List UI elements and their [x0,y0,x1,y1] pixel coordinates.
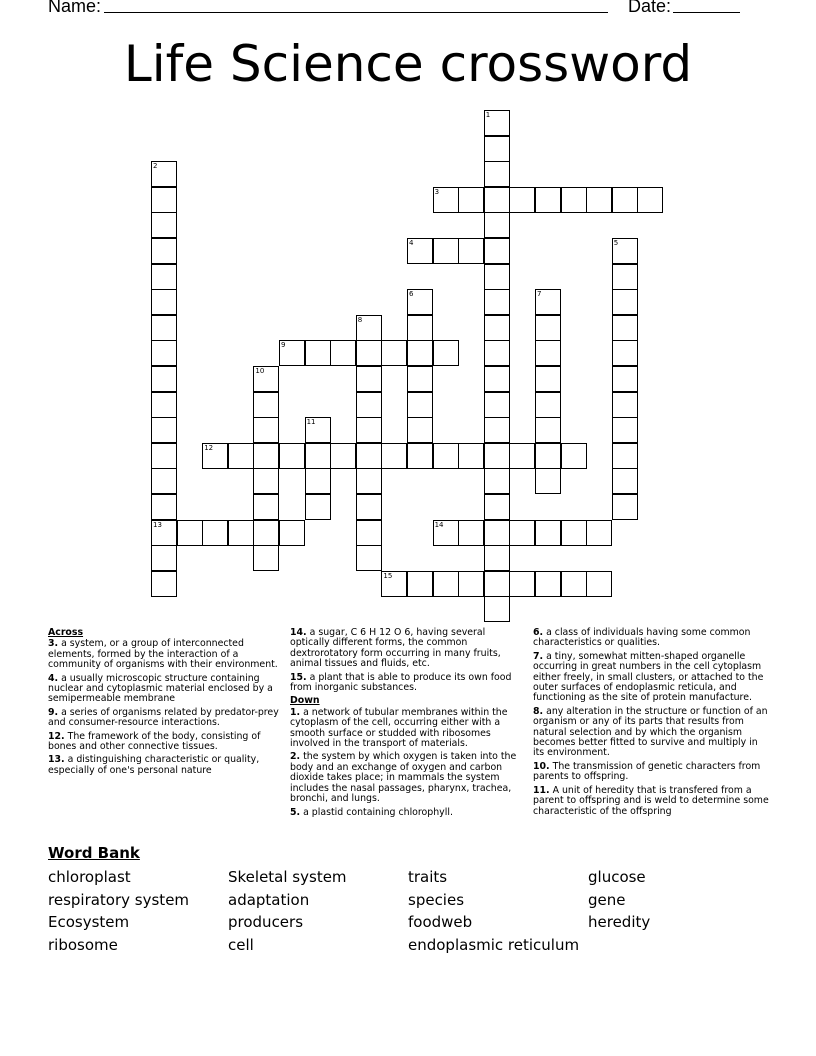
grid-cell[interactable] [612,494,638,520]
grid-cell[interactable] [330,340,356,366]
grid-cell[interactable] [151,494,177,520]
across-heading: Across [48,627,84,638]
clue-down-1 [290,708,526,750]
word-bank-word: gene [588,891,626,909]
name-field-line[interactable] [104,12,608,13]
grid-cell[interactable] [509,443,535,469]
clue-number: 8. [533,705,544,717]
clue-down-5 [290,808,526,818]
grid-cell[interactable] [535,520,561,546]
grid-cell[interactable] [586,187,612,213]
grid-cell[interactable] [279,443,305,469]
grid-cell[interactable] [612,366,638,392]
grid-cell[interactable] [612,187,638,213]
grid-cell[interactable] [356,443,382,469]
grid-cell[interactable] [356,520,382,546]
clue-text: any alteration in the structure or function of an organism or any of its parts that results from natural selection and by which the organism becomes better fitted to survive and multiply in its environment. [533,705,768,759]
grid-cell[interactable] [433,520,459,546]
grid-cell[interactable] [151,417,177,443]
grid-cell[interactable] [407,238,433,264]
grid-cell[interactable] [586,571,612,597]
grid-cell[interactable] [305,443,331,469]
grid-cell[interactable] [484,136,510,162]
clue-down-10 [533,762,769,783]
grid-cell[interactable] [484,494,510,520]
clue-number: 4. [48,672,59,684]
grid-cell[interactable] [151,289,177,315]
grid-cell[interactable] [279,520,305,546]
clue-number: 14. [290,627,307,638]
clue-column-2 [290,628,526,821]
grid-cell[interactable] [253,392,279,418]
clue-down-8 [533,707,769,759]
grid-cell[interactable] [535,417,561,443]
grid-cell[interactable] [612,340,638,366]
grid-cell[interactable] [151,468,177,494]
word-bank-word: endoplasmic reticulum [408,936,580,954]
grid-cell[interactable] [458,443,484,469]
grid-cell[interactable] [612,315,638,341]
grid-cell[interactable] [253,545,279,571]
clue-number: 11. [533,784,550,796]
grid-cell[interactable] [484,161,510,187]
grid-cell[interactable] [356,392,382,418]
clue-number: 12. [48,730,65,742]
clue-across-4 [48,674,284,705]
grid-cell[interactable] [433,571,459,597]
word-bank-word: species [408,891,465,909]
clue-text: a plastid containing chlorophyll. [300,806,453,818]
clue-start-number: 1 [485,111,491,119]
clue-text: The framework of the body, consisting of bones and other connective tissues. [48,730,261,753]
clue-start-number: 15 [383,571,393,580]
clue-start-number: 8 [357,315,363,324]
grid-cell[interactable] [253,366,279,392]
grid-cell[interactable] [612,417,638,443]
grid-cell[interactable] [458,520,484,546]
grid-cell[interactable] [305,468,331,494]
grid-cell[interactable] [484,340,510,366]
grid-cell[interactable] [433,340,459,366]
grid-cell[interactable] [458,187,484,213]
grid-cell[interactable] [612,289,638,315]
clue-number: 2. [290,751,301,763]
grid-cell[interactable] [151,443,177,469]
grid-cell[interactable] [407,443,433,469]
clue-text: a series of organisms related by predator-prey and consumer-resource interactions. [48,706,279,729]
page-title: Life Science crossword [123,35,693,93]
clue-text: the system by which oxygen is taken into the body and an exchange of oxygen and carbon dioxide takes place; in mammals the system includes the nasal passages, pharynx, trachea, bronchi, and lungs. [290,751,517,805]
grid-cell[interactable] [535,468,561,494]
grid-cell[interactable] [177,520,203,546]
clue-number: 15. [290,671,307,683]
clue-text: a tiny, somewhat mitten-shaped organelle occurring in great numbers in the cell cytoplasm either freely, in small clusters, or attached to the outer surfaces of endoplasmic reticula, and functioning as the site of protein manufacture. [533,650,764,704]
grid-cell[interactable] [356,494,382,520]
grid-cell[interactable] [433,187,459,213]
grid-cell[interactable] [253,417,279,443]
clue-text: a distinguishing characteristic or quality, especially of one's personal nature [48,754,260,776]
grid-cell[interactable] [484,315,510,341]
grid-cell[interactable] [612,443,638,469]
clue-text: a sugar, C 6 H 12 O 6, having several optically different forms, the common dextrorotatory form occurring in many fruits, animal tissues and fluids, etc. [290,627,501,670]
grid-cell[interactable] [253,494,279,520]
word-bank-title: Word Bank [48,844,140,862]
word-bank-word: traits [408,868,448,886]
grid-cell[interactable] [253,443,279,469]
grid-cell[interactable] [330,443,356,469]
word-bank-word: respiratory system [48,891,190,909]
grid-cell[interactable] [407,289,433,315]
clue-column-3 [533,628,769,820]
date-field-line[interactable] [673,12,740,13]
grid-cell[interactable] [151,340,177,366]
grid-cell[interactable] [535,366,561,392]
grid-cell[interactable] [356,315,382,341]
grid-cell[interactable] [305,494,331,520]
grid-cell[interactable] [407,340,433,366]
clue-start-number: 6 [409,290,414,299]
grid-cell[interactable] [407,315,433,341]
clue-across-9 [48,708,284,729]
grid-cell[interactable] [612,392,638,418]
grid-cell[interactable] [458,238,484,264]
grid-cell[interactable] [151,187,177,213]
clue-text: a system, or a group of interconnected elements, formed by the interaction of a community of organisms with their environment. [48,638,278,671]
clue-across-14 [290,628,526,670]
grid-cell[interactable] [561,571,587,597]
grid-cell[interactable] [407,366,433,392]
grid-cell[interactable] [151,212,177,238]
grid-cell[interactable] [356,468,382,494]
grid-cell[interactable] [228,520,254,546]
clue-start-number: 7 [537,290,542,299]
grid-cell[interactable] [509,187,535,213]
clue-down-2 [290,752,526,804]
word-bank-word: Ecosystem [48,913,130,931]
grid-cell[interactable] [407,417,433,443]
grid-cell[interactable] [151,545,177,571]
word-bank-word: heredity [588,913,651,931]
clue-number: 5. [290,806,301,818]
clue-number: 10. [533,760,550,772]
clue-column-1 [48,628,284,779]
date-label: Date: [628,0,672,16]
grid-cell[interactable] [484,571,510,597]
grid-cell[interactable] [228,443,254,469]
clue-number: 7. [533,650,544,662]
grid-cell[interactable] [612,238,638,264]
grid-cell[interactable] [586,520,612,546]
grid-cell[interactable] [484,417,510,443]
grid-cell[interactable] [151,392,177,418]
clue-down-7 [533,652,769,704]
grid-cell[interactable] [612,264,638,290]
grid-cell[interactable] [305,340,331,366]
clue-start-number: 5 [613,239,619,247]
grid-cell[interactable] [484,110,510,136]
grid-cell[interactable] [484,264,510,290]
clue-across-3 [48,639,284,670]
clue-text: A unit of heredity that is transfered from a parent to offspring and is weld to determine some characteristic of the offspring [533,784,769,817]
clue-start-number: 2 [153,162,158,171]
clue-start-number: 12 [204,443,214,452]
grid-cell[interactable] [279,340,305,366]
grid-cell[interactable] [484,392,510,418]
grid-cell[interactable] [484,443,510,469]
grid-cell[interactable] [561,520,587,546]
word-bank-word: producers [228,913,304,931]
clue-across-15 [290,673,526,694]
grid-cell[interactable] [484,366,510,392]
grid-cell[interactable] [535,340,561,366]
grid-cell[interactable] [535,443,561,469]
grid-cell[interactable] [509,571,535,597]
grid-cell[interactable] [151,520,177,546]
clue-down-11 [533,786,769,817]
down-heading: Down [290,695,320,707]
grid-cell[interactable] [535,571,561,597]
clue-start-number: 9 [281,341,286,350]
clue-start-number: 10 [255,367,265,375]
clue-number: 1. [290,706,301,718]
grid-cell[interactable] [381,571,407,597]
grid-cell[interactable] [151,315,177,341]
grid-cell[interactable] [484,468,510,494]
grid-cell[interactable] [458,571,484,597]
word-bank-word: cell [228,936,254,954]
grid-cell[interactable] [381,443,407,469]
clue-number: 3. [48,638,59,650]
name-label: Name: [48,0,102,16]
grid-cell[interactable] [253,468,279,494]
word-bank-word: Skeletal system [228,868,347,886]
word-bank-word: foodweb [408,913,473,931]
grid-cell[interactable] [561,187,587,213]
grid-cell[interactable] [484,187,510,213]
grid-cell[interactable] [484,545,510,571]
clue-number: 6. [533,627,544,638]
grid-cell[interactable] [151,161,177,187]
clue-text: a network of tubular membranes within the cytoplasm of the cell, occurring either with a smooth surface or studded with ribosomes involved in the transport of materials. [290,706,508,750]
grid-cell[interactable] [535,392,561,418]
clue-across-13 [48,755,284,776]
grid-cell[interactable] [612,468,638,494]
grid-cell[interactable] [509,520,535,546]
clue-start-number: 11 [306,418,316,427]
clue-number: 13. [48,754,65,766]
grid-cell[interactable] [202,443,228,469]
grid-cell[interactable] [561,443,587,469]
grid-cell[interactable] [151,238,177,264]
clue-start-number: 3 [434,187,440,196]
grid-cell[interactable] [535,315,561,341]
clue-text: a plant that is able to produce its own food from inorganic substances. [290,671,512,694]
grid-cell[interactable] [253,520,279,546]
grid-cell[interactable] [381,340,407,366]
grid-cell[interactable] [535,289,561,315]
clue-text: The transmission of genetic characters from parents to offspring. [533,760,761,783]
clue-down-6 [533,628,769,649]
clue-number: 9. [48,706,59,718]
clue-start-number: 14 [434,520,444,529]
grid-cell[interactable] [202,520,228,546]
word-bank-word: glucose [588,868,646,886]
grid-cell[interactable] [407,571,433,597]
grid-cell[interactable] [484,238,510,264]
clue-start-number: 4 [409,239,414,247]
word-bank-word: chloroplast [48,868,131,886]
word-bank-word: adaptation [228,891,310,909]
grid-cell[interactable] [484,520,510,546]
clue-start-number: 13 [153,520,162,529]
grid-cell[interactable] [356,417,382,443]
grid-cell[interactable] [151,264,177,290]
grid-cell[interactable] [356,366,382,392]
grid-cell[interactable] [356,340,382,366]
grid-cell[interactable] [535,187,561,213]
grid-cell[interactable] [484,289,510,315]
clue-text: a class of individuals having some common characteristics or qualities. [533,627,751,649]
grid-cell[interactable] [637,187,663,213]
word-bank-word: ribosome [48,936,118,954]
grid-cell[interactable] [433,443,459,469]
grid-cell[interactable] [433,238,459,264]
grid-cell[interactable] [305,417,331,443]
clue-across-12 [48,732,284,753]
clue-text: a usually microscopic structure containing nuclear and cytoplasmic material enclosed by a semipermeable membrane [48,672,273,705]
header-row [0,0,816,20]
grid-cell[interactable] [356,545,382,571]
grid-cell[interactable] [484,596,510,622]
grid-cell[interactable] [484,212,510,238]
grid-cell[interactable] [151,366,177,392]
grid-cell[interactable] [151,571,177,597]
grid-cell[interactable] [407,392,433,418]
